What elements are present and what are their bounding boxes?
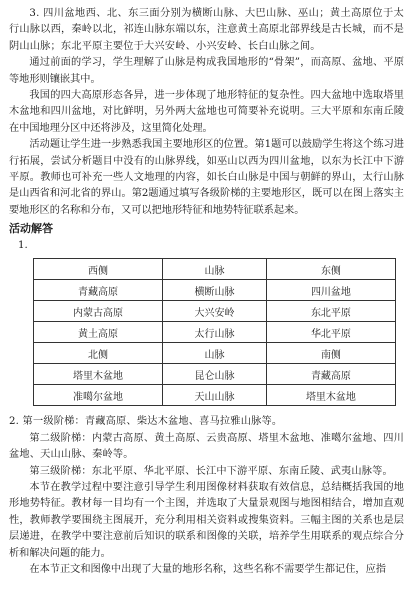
body-paragraph-names: 在本节正文和图像中出现了大量的地形名称，这些名称不需要学生都记住，应指 [29, 563, 386, 575]
terrain-table [33, 258, 396, 406]
answer-step-2: 第二级阶梯：内蒙古高原、黄土高原、云贵高原、塔里木盆地、准噶尔盆地、四川盆地、天山山脉、秦岭等。 [9, 432, 404, 461]
table-cell: 塔里木盆地 [266, 385, 395, 406]
table-cell: 太行山脉 [163, 322, 267, 343]
table-subheader-cell: 南侧 [266, 343, 395, 364]
answer-step-1: 2. 第一级阶梯：青藏高原、柴达木盆地、喜马拉雅山脉等。 [9, 416, 283, 428]
body-paragraph-teaching: 本节在教学过程中要注意引导学生利用图像材料获取有效信息，总结概括我国的地形地势特征。教材每一目均有一个主图，并选取了大量景观图与地图相结合，增加直观性，教师教学要围绕主图展开，充分利用相关资料或搜集资料。三幅主图的关系也是层层递进，在教学中要注意前后知识的联系和图像的关联，培养学生用联系的观点综合分析和解决问题的能力。 [9, 481, 404, 559]
table-subheader-cell: 北侧 [34, 343, 163, 364]
table-header-cell: 西侧 [34, 259, 163, 280]
table-cell: 内蒙古高原 [34, 301, 163, 322]
table-row [34, 301, 396, 322]
answer-paragraph-3: 3. 四川盆地西、北、东三面分别为横断山脉、大巴山脉、巫山；黄土高原位于太行山脉以西，秦岭以北，祁连山脉东端以东，注意黄土高原北部界线是古长城，而不是阴山山脉；东北平原主要位于大兴安岭、小兴安岭、长白山脉之间。 [9, 8, 404, 52]
section-heading: 活动解答 [9, 222, 53, 236]
table-cell: 昆仑山脉 [163, 364, 267, 385]
table-cell: 黄土高原 [34, 322, 163, 343]
table-cell: 大兴安岭 [163, 301, 267, 322]
table-cell: 准噶尔盆地 [34, 385, 163, 406]
table-cell: 四川盆地 [266, 280, 395, 301]
table-cell: 青藏高原 [266, 364, 395, 385]
item-number: 1. [18, 240, 28, 252]
table-header-cell: 东侧 [266, 259, 395, 280]
body-paragraph-activity: 活动题让学生进一步熟悉我国主要地形区的位置。第1题可以鼓励学生将这个练习进行拓展，尝试分析题目中没有的山脉界线，如巫山以西为四川盆地，以东为长江中下游平原。教师也可补充一些人文地理的内容，如长白山脉是中国与朝鲜的界山，太行山脉是山西省和河北省的界山。第2题通过填写各级阶梯的主要地形区，既可以在图上落实主要地形区的名称和分布，又可以把地形特征和地势特征联系起来。 [9, 139, 404, 216]
table-header-row [34, 259, 396, 280]
table-cell: 横断山脉 [163, 280, 267, 301]
table-row [34, 385, 396, 406]
answer-step-3: 第三级阶梯：东北平原、华北平原、长江中下游平原、东南丘陵、武夷山脉等。 [29, 465, 393, 477]
table-row [34, 322, 396, 343]
table-cell: 塔里木盆地 [34, 364, 163, 385]
table-header-cell: 山脉 [163, 259, 267, 280]
table-cell: 青藏高原 [34, 280, 163, 301]
table-row [34, 280, 396, 301]
table-cell: 华北平原 [266, 322, 395, 343]
table-cell: 东北平原 [266, 301, 395, 322]
body-paragraph-plateaus: 我国的四大高原形态各异，进一步体现了地形特征的复杂性。四大盆地中选取塔里木盆地和四川盆地，对比鲜明，另外两大盆地也可简要补充说明。三大平原和东南丘陵在中国地理分区中还将涉及，这里简化处理。 [9, 90, 404, 134]
table-subheader-row [34, 343, 396, 364]
table-subheader-cell: 山脉 [163, 343, 267, 364]
table-cell: 天山山脉 [163, 385, 267, 406]
body-paragraph-skeleton: 通过前面的学习，学生理解了山脉是构成我国地形的“骨架”，而高原、盆地、平原等地形则镶嵌其中。 [9, 57, 404, 85]
table-row [34, 364, 396, 385]
